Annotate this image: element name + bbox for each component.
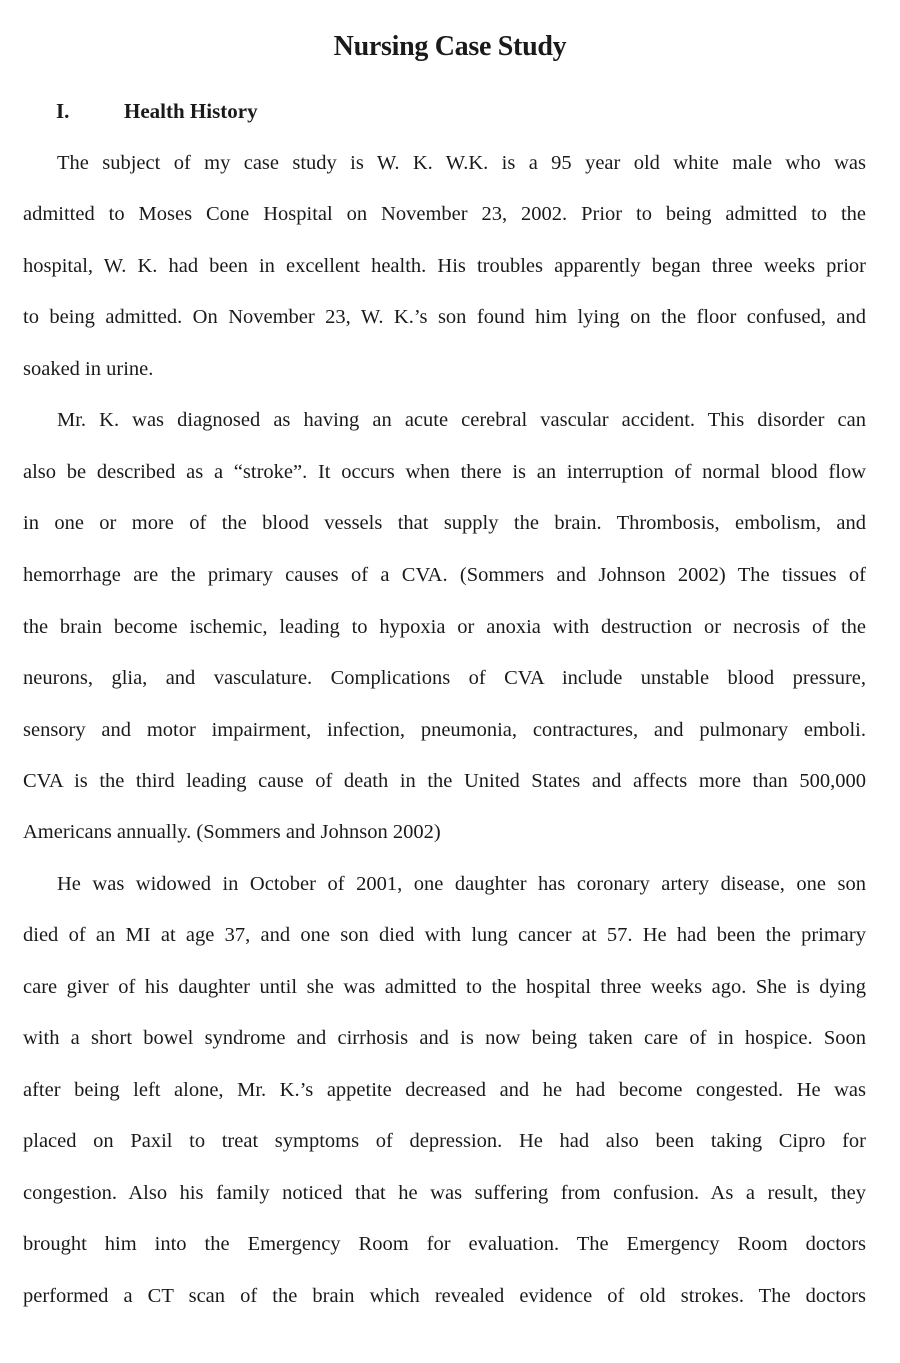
text-line: sensory and motor impairment, infection, pneumonia, contractures, and pulmonary emboli. <box>23 719 866 741</box>
text-line: CVA is the third leading cause of death in the United States and affects more than 500,000 <box>23 770 866 792</box>
text-line: with a short bowel syndrome and cirrhosis and is now being taken care of in hospice. Soon <box>23 1027 866 1049</box>
text-line: Americans annually. (Sommers and Johnson 2002) <box>23 821 441 843</box>
text-line: performed a CT scan of the brain which revealed evidence of old strokes. The doctors <box>23 1285 866 1307</box>
text-line: hemorrhage are the primary causes of a CVA. (Sommers and Johnson 2002) The tissues of <box>23 564 866 586</box>
text-line: the brain become ischemic, leading to hypoxia or anoxia with destruction or necrosis of the <box>23 616 866 638</box>
text-line: He was widowed in October of 2001, one daughter has coronary artery disease, one son <box>57 873 866 895</box>
document-title: Nursing Case Study <box>333 31 567 62</box>
text-line: Mr. K. was diagnosed as having an acute cerebral vascular accident. This disorder can <box>57 409 866 431</box>
text-line: in one or more of the blood vessels that supply the brain. Thrombosis, embolism, and <box>23 512 866 534</box>
text-line: to being admitted. On November 23, W. K.’s son found him lying on the floor confused, and <box>23 306 866 328</box>
section-heading <box>56 98 258 124</box>
section-title: Health History <box>124 99 258 123</box>
text-line: congestion. Also his family noticed that he was suffering from confusion. As a result, they <box>23 1182 866 1204</box>
section-number: I. <box>56 99 70 123</box>
text-line: The subject of my case study is W. K. W.K. is a 95 year old white male who was <box>57 152 866 174</box>
text-line: neurons, glia, and vasculature. Complications of CVA include unstable blood pressure, <box>23 667 866 689</box>
text-line: also be described as a “stroke”. It occurs when there is an interruption of normal blood flow <box>23 461 866 483</box>
text-line: hospital, W. K. had been in excellent health. His troubles apparently began three weeks prior <box>23 255 866 277</box>
text-line: placed on Paxil to treat symptoms of depression. He had also been taking Cipro for <box>23 1130 866 1152</box>
text-line: died of an MI at age 37, and one son died with lung cancer at 57. He had been the primary <box>23 924 866 946</box>
text-line: after being left alone, Mr. K.’s appetite decreased and he had become congested. He was <box>23 1079 866 1101</box>
text-line: soaked in urine. <box>23 358 154 380</box>
text-line: brought him into the Emergency Room for evaluation. The Emergency Room doctors <box>23 1233 866 1255</box>
text-line: care giver of his daughter until she was admitted to the hospital three weeks ago. She is dying <box>23 976 866 998</box>
text-line: admitted to Moses Cone Hospital on November 23, 2002. Prior to being admitted to the <box>23 203 866 225</box>
